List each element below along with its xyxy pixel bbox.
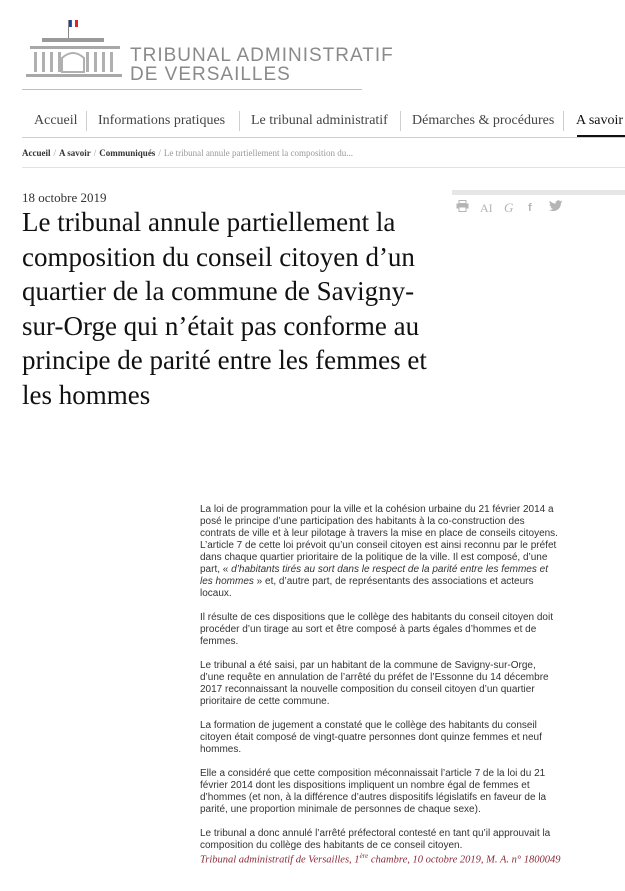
- breadcrumb-separator: /: [53, 148, 57, 158]
- nav-item-a-savoir[interactable]: A savoir: [576, 113, 624, 128]
- print-icon[interactable]: [456, 200, 469, 217]
- google-plus-icon[interactable]: G: [504, 200, 514, 215]
- citation-text: Tribunal administratif de Versailles, 1: [200, 854, 360, 866]
- logo-underline: [22, 89, 362, 90]
- nav-item-demarches-procedures[interactable]: Démarches & procédures: [412, 113, 555, 128]
- paragraph: Il résulte de ces dispositions que le collège des habitants du conseil citoyen doit procéder d’un tirage au sort et être composé à parts égales d’hommes et de femmes.: [200, 612, 553, 647]
- breadcrumb-accueil[interactable]: Accueil: [22, 148, 51, 158]
- paragraph-text: » et, d’autre part, de représentants des associations et acteurs locaux.: [200, 576, 534, 599]
- nav-item-informations-pratiques[interactable]: Informations pratiques: [98, 113, 226, 128]
- breadcrumb-divider: [22, 167, 625, 168]
- share-bar-divider: [452, 190, 625, 195]
- nav-separator: [86, 111, 87, 131]
- paragraph-text: La loi de programmation pour la ville et la cohésion urbaine du 21 février 2014 a posé le principe d’une participation des habitants à la co-construction des contrats de ville et à leur pilotage à travers la mise en place de conseils citoyens. L’article 7 de cette loi prévoit qu’un conseil citoyen est ainsi reconnu par le préfet dans chaque quartier prioritaire de la politique de la ville. Il est composé, d’une part, «: [200, 504, 558, 575]
- quoted-text: d’habitants tirés au sort dans le respect de la parité entre les femmes et les hommes: [200, 564, 548, 587]
- breadcrumb: [22, 148, 353, 158]
- breadcrumb-a-savoir[interactable]: A savoir: [59, 148, 91, 158]
- paragraph: La formation de jugement a constaté que le collège des habitants du conseil citoyen était composé de vingt-quatre personnes dont quinze femmes et neuf hommes.: [200, 720, 542, 755]
- nav-separator: [563, 111, 564, 131]
- nav-separator: [400, 111, 401, 131]
- logo-text: [130, 46, 394, 84]
- nav-item-tribunal-administratif[interactable]: Le tribunal administratif: [251, 113, 388, 128]
- font-size-icon[interactable]: AI: [480, 201, 493, 215]
- facebook-icon[interactable]: f: [528, 202, 532, 214]
- citation-superscript: ère: [359, 852, 369, 860]
- article-title: Le tribunal annule partiellement la composition du conseil citoyen d’un quartier de la commune de Savigny-sur-Orge qui n’était pas conforme au principe de parité entre les femmes et les hommes: [22, 207, 427, 410]
- paragraph: Elle a considéré que cette composition méconnaissait l’article 7 de la loi du 21 février 2014 dont les dispositions impliquent un nombre égal de femmes et d’hommes (et non, à la différence d’autres dispositifs législatifs en faveur de la parité, une proportion minimale de personnes de chaque sexe).: [200, 768, 547, 815]
- breadcrumb-separator: /: [158, 148, 161, 158]
- palace-logo-icon: [22, 16, 122, 86]
- nav-separator: [239, 111, 240, 131]
- case-citation: [200, 850, 580, 867]
- breadcrumb-communiques[interactable]: Communiqués: [99, 148, 156, 158]
- breadcrumb-current: Le tribunal annule partiellement la composition du...: [163, 148, 354, 158]
- nav-item-accueil[interactable]: Accueil: [34, 113, 78, 128]
- nav-active-indicator: [577, 135, 625, 137]
- site-logo[interactable]: [22, 16, 394, 92]
- logo-line-1: TRIBUNAL ADMINISTRATIF: [130, 45, 394, 66]
- paragraph: Le tribunal a été saisi, par un habitant de la commune de Savigny-sur-Orge, d’une requête en annulation de l’arrêté du préfet de l’Essonne du 14 décembre 2017 reconnaissant la nouvelle composition du conseil citoyen d’un quartier prioritaire de cette commune.: [200, 660, 549, 707]
- article-body: [200, 504, 560, 864]
- breadcrumb-separator: /: [93, 148, 97, 158]
- paragraph: Le tribunal a donc annulé l’arrêté préfectoral contesté en tant qu’il approuvait la composition du collège des habitants de ce conseil citoyen.: [200, 828, 551, 851]
- twitter-icon[interactable]: [549, 200, 563, 217]
- article-date: 18 octobre 2019: [22, 190, 107, 205]
- main-nav: [22, 105, 625, 138]
- logo-line-2: DE VERSAILLES: [130, 64, 291, 85]
- paragraph: [200, 504, 560, 600]
- citation-text: chambre, 10 octobre 2019, M. A. n° 1800049: [368, 854, 561, 866]
